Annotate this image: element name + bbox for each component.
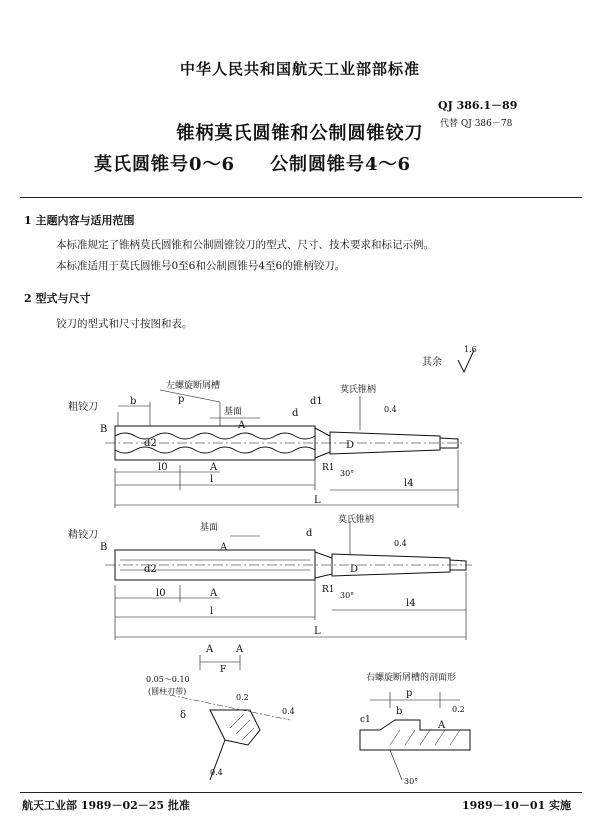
dim-a-1: A [238,420,246,431]
dim-B-2: B [100,542,108,553]
section-2-heading: 2 型式与尺寸 [24,292,91,305]
approval-note: 航天工业部 1989－02－25 批准 [22,799,190,812]
dim-a-1b: A [210,462,218,473]
taper-shank-label-2: 莫氏锥柄 [338,515,375,525]
dim-b-2: b [396,706,403,717]
section-2-paragraph-1: 铰刀的型式和尺寸按图和表。 [56,318,193,330]
issuing-authority: 中华人民共和国航天工业部部标准 [179,60,420,78]
dim-d-1: d [292,408,299,419]
rough-02-a: 0.2 [236,693,249,702]
subtitle-metric: 公制圆锥号4～6 [270,154,412,175]
reamer-drawing [60,340,500,790]
dim-c1: c1 [360,715,371,725]
dim-L-2: L [314,626,321,637]
rough-04-1: 0.4 [384,405,397,414]
land-note-2: (圆柱刃带) [148,687,187,696]
dim-B-1: B [100,424,108,435]
dim-r1-2: R1 [322,585,335,595]
dim-p-2: p [406,688,413,699]
rough-04-2: 0.4 [394,539,407,548]
base-face-label-1: 基面 [224,407,243,417]
rough-02-b: 0.2 [452,705,465,714]
dim-l0-2: l0 [156,588,166,599]
section-a-right: A [236,644,244,655]
title-divider [20,197,582,198]
land-note: 0.05～0.10 [146,675,190,684]
dim-r1-1: R1 [322,463,335,473]
dim-l4-1: l4 [404,478,414,489]
rest-label: 其余 [422,357,442,368]
dim-F: F [220,665,227,675]
dim-D-2: D [350,564,359,575]
angle-30-1: 30° [340,469,355,478]
left-flute-label: 左螺旋断屑槽 [166,381,221,391]
taper-shank-label-1: 莫氏锥柄 [340,385,377,395]
section-1-heading: 1 主题内容与适用范围 [24,214,135,227]
base-face-label-2: 基面 [200,523,219,533]
dim-l0-1: l0 [158,462,168,473]
section-a-left: A [206,644,214,655]
helix-flute-profile [360,720,470,750]
footer-divider [20,792,582,793]
dim-p: p [178,394,185,405]
dim-a-2b: A [210,588,218,599]
rough-04-a: 0.4 [282,707,295,716]
dim-l4-2: l4 [406,598,416,609]
rough-16: 1.6 [464,345,477,354]
dim-d2-2: d2 [144,564,157,575]
section-1-paragraph-1: 本标准规定了锥柄莫氏圆锥和公制圆锥铰刀的型式、尺寸、技术要求和标记示例。 [56,239,434,251]
dim-L-1: L [314,495,321,506]
rough-reamer-label: 粗铰刀 [68,402,98,413]
dim-d1-1: d1 [310,396,323,407]
section-aa-profile [210,710,260,745]
angle-30-3: 30° [404,777,419,786]
replaces-standard: 代替 QJ 386－78 [440,119,513,129]
effective-date: 1989－10－01 实施 [462,799,572,812]
dim-a-3: A [438,720,446,731]
dim-l-2: l [210,606,214,617]
dim-l-1: l [210,474,214,485]
subtitle-morse: 莫氏圆锥号0～6 [94,154,236,175]
finish-reamer-label: 精铰刀 [68,530,98,541]
dim-delta: δ [180,710,187,721]
standard-code: QJ 386.1－89 [438,99,518,112]
dim-d-2: d [306,528,313,539]
section-1-paragraph-2: 本标准适用于莫氏圆锥号0至6和公制圆锥号4至6的锥柄铰刀。 [56,260,346,272]
rough-04-b: 0.4 [210,768,223,777]
dim-b: b [130,396,137,407]
dim-D-1: D [346,440,355,451]
angle-30-2: 30° [340,591,355,600]
document-title: 锥柄莫氏圆锥和公制圆锥铰刀 [176,123,424,144]
dim-a-2: A [220,542,228,553]
dim-d2-1: d2 [144,438,157,449]
helix-flute-title: 右螺旋断屑槽的剖面形 [366,673,457,683]
